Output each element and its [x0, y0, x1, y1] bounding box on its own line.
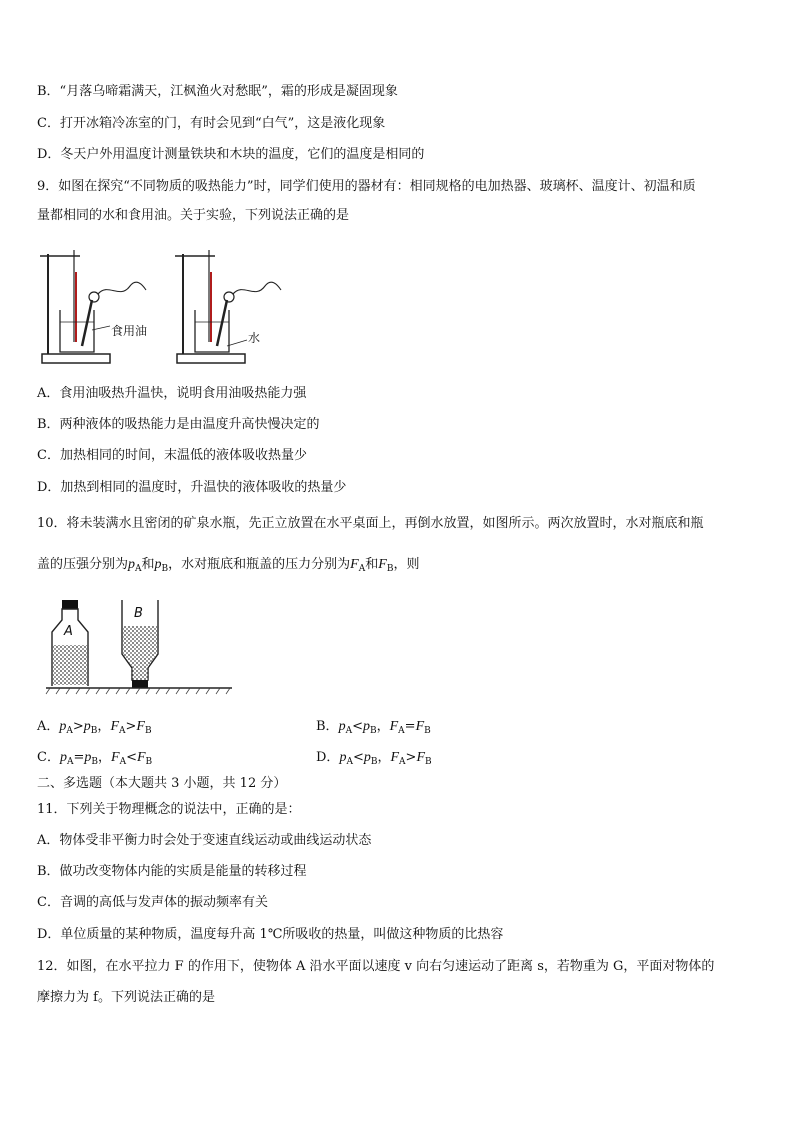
bottle-cap — [132, 680, 148, 688]
q10-text: ，水对瓶底和瓶盖的压力分别为 — [168, 557, 351, 572]
q10-option-c — [37, 750, 152, 770]
relation: > — [405, 750, 417, 765]
q10-text: 和 — [365, 557, 379, 572]
subscript-b: B — [161, 564, 169, 574]
symbol-p: p — [363, 750, 371, 765]
q9-heating-apparatus-figure — [36, 242, 306, 372]
subscript-a: A — [345, 726, 353, 736]
oil-label: 食用油 — [111, 324, 148, 338]
symbol-f: F — [110, 719, 119, 734]
q12-stem-line2: 摩擦力为 f。下列说法正确的是 — [37, 990, 215, 1005]
q10-stem-line1: 10．将未装满水且密闭的矿泉水瓶，先正立放置在水平桌面上，再倒水放置，如图所示。两次放置时，水对瓶底和瓶 — [37, 516, 704, 531]
electric-heater — [217, 300, 227, 346]
subscript-a: A — [399, 757, 406, 767]
symbol-p: p — [128, 557, 136, 572]
q11-option-c: C．音调的高低与发声体的振动频率有关 — [37, 895, 268, 910]
bottle-b — [122, 600, 158, 688]
stand-base — [42, 354, 110, 363]
q10-option-d — [316, 750, 432, 770]
symbol-f: F — [111, 750, 120, 765]
symbol-p: p — [59, 719, 67, 734]
heater-head — [89, 292, 99, 302]
separator: ， — [97, 750, 111, 765]
label-pointer — [227, 340, 247, 346]
subscript-b: B — [145, 757, 153, 767]
q10-option-a — [37, 719, 152, 739]
symbol-f: F — [416, 750, 426, 765]
relation: = — [404, 719, 416, 734]
subscript-b: B — [424, 726, 431, 736]
subscript-b: B — [91, 757, 98, 767]
separator: ， — [97, 719, 111, 734]
q8-option-d: D．冬天户外用温度计测量铁块和木块的温度，它们的温度是相同的 — [37, 147, 425, 162]
relation: = — [73, 750, 85, 765]
subscript-a: A — [66, 757, 74, 767]
q10-bottles-figure — [44, 598, 234, 698]
symbol-p: p — [84, 750, 92, 765]
subscript-b: B — [386, 564, 394, 574]
q9-option-c: C．加热相同的时间，末温低的液体吸收热量少 — [37, 448, 307, 463]
subscript-a: A — [346, 757, 353, 767]
symbol-p: p — [338, 719, 346, 734]
q12-stem-line1: 12．如图，在水平拉力 F 的作用下，使物体 A 沿水平面以速度 v 向右匀速运动了距离 s，若物重为 G，平面对物体的 — [37, 959, 715, 974]
label-a: A — [64, 624, 73, 639]
symbol-p: p — [362, 719, 370, 734]
relation: < — [126, 750, 137, 765]
label-b: B — [134, 606, 143, 621]
q9-stem-line1: 9．如图在探究“不同物质的吸热能力”时，同学们使用的器材有：相同规格的电加热器、玻璃杯、温度计、初温和质 — [37, 179, 696, 194]
oil-apparatus — [40, 250, 147, 363]
option-label: C． — [37, 750, 60, 765]
subscript-b: B — [370, 757, 378, 767]
symbol-f: F — [136, 750, 146, 765]
q8-option-b: B．“月落乌啼霜满天，江枫渔火对愁眠”，霜的形成是凝固现象 — [37, 84, 398, 99]
subscript-a: A — [119, 726, 126, 736]
q9-option-d: D．加热到相同的温度时，升温快的液体吸收的热量少 — [37, 480, 347, 495]
q8-option-c: C．打开冰箱冷冻室的门，有时会见到“白气”，这是液化现象 — [37, 116, 386, 131]
q9-option-b: B．两种液体的吸热能力是由温度升高快慢决定的 — [37, 417, 320, 432]
subscript-a: A — [66, 726, 73, 736]
q10-stem-line2 — [37, 557, 419, 577]
symbol-f: F — [390, 750, 400, 765]
q10-text: 和 — [141, 557, 155, 572]
bottle-cap — [62, 600, 78, 609]
label-pointer — [92, 326, 110, 330]
subscript-b: B — [425, 757, 432, 767]
subscript-b: B — [144, 726, 152, 736]
q10-option-b — [316, 719, 431, 739]
symbol-f: F — [378, 557, 387, 572]
q10-text: 盖的压强分别为 — [37, 557, 129, 572]
relation: > — [125, 719, 137, 734]
relation: > — [72, 719, 84, 734]
section-heading-multiple-choice: 二、多选题（本大题共 3 小题，共 12 分） — [37, 776, 287, 791]
subscript-a: A — [119, 757, 127, 767]
table-hatching — [46, 688, 230, 694]
separator: ， — [376, 719, 390, 734]
q11-option-b: B．做功改变物体内能的实质是能量的转移过程 — [37, 864, 307, 879]
stand-base — [177, 354, 245, 363]
subscript-a: A — [358, 564, 366, 574]
symbol-f: F — [415, 719, 425, 734]
separator: ， — [377, 750, 391, 765]
q9-stem-line2: 量都相同的水和食用油。关于实验，下列说法正确的是 — [37, 208, 350, 223]
option-label: A． — [37, 719, 60, 734]
water — [53, 645, 87, 685]
subscript-a: A — [398, 726, 405, 736]
symbol-f: F — [389, 719, 399, 734]
q11-stem: 11．下列关于物理概念的说法中，正确的是： — [37, 802, 301, 817]
water-apparatus — [175, 250, 281, 363]
subscript-b: B — [369, 726, 377, 736]
relation: < — [352, 719, 363, 734]
electric-heater — [82, 300, 92, 346]
symbol-p: p — [83, 719, 91, 734]
symbol-p: p — [154, 557, 162, 572]
symbol-f: F — [136, 719, 145, 734]
water — [123, 626, 157, 680]
heater-cord — [98, 282, 146, 294]
q11-option-d: D．单位质量的某种物质，温度每升高 1℃所吸收的热量，叫做这种物质的比热容 — [37, 927, 504, 942]
symbol-p: p — [59, 750, 67, 765]
subscript-b: B — [90, 726, 98, 736]
bottle-a — [52, 600, 88, 686]
relation: < — [352, 750, 364, 765]
water-label: 水 — [248, 331, 261, 345]
option-label: D． — [316, 750, 340, 765]
q10-text: ，则 — [393, 557, 420, 572]
q9-option-a: A．食用油吸热升温快，说明食用油吸热能力强 — [37, 386, 307, 401]
subscript-a: A — [135, 564, 142, 574]
symbol-f: F — [350, 557, 359, 572]
symbol-p: p — [339, 750, 347, 765]
heater-cord — [233, 282, 281, 294]
q11-option-a: A．物体受非平衡力时会处于变速直线运动或曲线运动状态 — [37, 833, 372, 848]
heater-head — [224, 292, 234, 302]
option-label: B． — [316, 719, 339, 734]
